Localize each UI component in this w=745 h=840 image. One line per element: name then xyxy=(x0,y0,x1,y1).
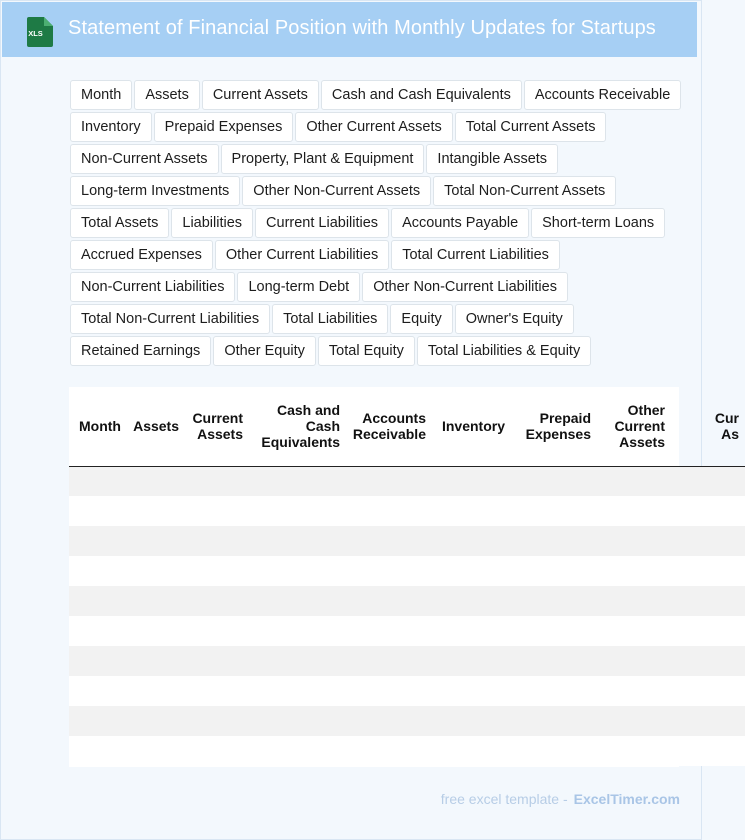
column-header-line: Month xyxy=(79,418,121,435)
table-cell[interactable] xyxy=(432,586,511,616)
table-cell[interactable] xyxy=(69,706,127,736)
table-cell[interactable] xyxy=(511,526,597,556)
table-cell[interactable] xyxy=(249,466,346,496)
table-cell[interactable] xyxy=(432,466,511,496)
table-cell[interactable] xyxy=(127,496,185,526)
column-tag[interactable]: Total Assets xyxy=(70,208,169,238)
column-tag[interactable]: Other Current Assets xyxy=(295,112,452,142)
column-tag[interactable]: Total Non-Current Assets xyxy=(433,176,616,206)
table-cell[interactable] xyxy=(69,496,127,526)
table-cell[interactable] xyxy=(511,706,597,736)
table-cell[interactable] xyxy=(432,526,511,556)
column-tag[interactable]: Non-Current Liabilities xyxy=(70,272,235,302)
column-header-line: Equivalents xyxy=(261,434,340,451)
column-tag[interactable]: Accounts Payable xyxy=(391,208,529,238)
table-cell[interactable] xyxy=(597,586,671,616)
column-tag[interactable]: Total Equity xyxy=(318,336,415,366)
table-cell[interactable] xyxy=(597,736,671,766)
data-table xyxy=(69,387,745,766)
tag-row xyxy=(70,336,700,368)
table-cell[interactable] xyxy=(432,616,511,646)
table-cell[interactable] xyxy=(432,556,511,586)
column-header-line: Cash xyxy=(305,418,340,435)
table-header-row xyxy=(69,387,745,466)
tag-row xyxy=(70,208,700,240)
table-cell[interactable] xyxy=(597,556,671,586)
column-header-line: Cash and xyxy=(276,402,340,419)
table-cell[interactable] xyxy=(346,676,432,706)
column-tag[interactable]: Other Current Liabilities xyxy=(215,240,389,270)
table-cell[interactable] xyxy=(69,556,127,586)
table-cell[interactable] xyxy=(127,706,185,736)
table-cell[interactable] xyxy=(69,586,127,616)
column-header xyxy=(671,387,745,466)
table-cell[interactable] xyxy=(127,736,185,766)
column-header-line: Receivable xyxy=(352,426,426,443)
table-row xyxy=(69,616,745,646)
table-cell[interactable] xyxy=(249,496,346,526)
table-cell[interactable] xyxy=(69,616,127,646)
table-cell[interactable] xyxy=(671,466,745,496)
column-tag[interactable]: Month xyxy=(70,80,132,110)
table-cell[interactable] xyxy=(185,676,249,706)
table-cell[interactable] xyxy=(511,586,597,616)
column-header-line: Expenses xyxy=(525,426,591,443)
column-header-line: Inventory xyxy=(441,418,505,435)
table-cell[interactable] xyxy=(185,736,249,766)
table-cell[interactable] xyxy=(346,586,432,616)
column-header xyxy=(597,387,671,466)
table-cell[interactable] xyxy=(346,526,432,556)
table-row xyxy=(69,496,745,526)
table-cell[interactable] xyxy=(346,496,432,526)
column-header-line: Assets xyxy=(197,426,243,443)
table-cell[interactable] xyxy=(127,526,185,556)
table-row xyxy=(69,706,745,736)
tag-row xyxy=(70,80,700,112)
footer xyxy=(441,791,680,807)
tag-row xyxy=(70,176,700,208)
table-cell[interactable] xyxy=(511,616,597,646)
table-cell[interactable] xyxy=(127,556,185,586)
column-tag[interactable]: Prepaid Expenses xyxy=(154,112,294,142)
table-row xyxy=(69,586,745,616)
table-cell[interactable] xyxy=(511,556,597,586)
column-header xyxy=(346,387,432,466)
table-cell[interactable] xyxy=(511,496,597,526)
table-cell[interactable] xyxy=(249,736,346,766)
table-cell[interactable] xyxy=(671,586,745,616)
table-cell[interactable] xyxy=(597,706,671,736)
table-cell[interactable] xyxy=(671,526,745,556)
tag-row xyxy=(70,144,700,176)
table-cell[interactable] xyxy=(671,496,745,526)
table-cell[interactable] xyxy=(249,586,346,616)
table-row xyxy=(69,556,745,586)
table-cell[interactable] xyxy=(671,706,745,736)
table-cell[interactable] xyxy=(69,736,127,766)
table-row xyxy=(69,676,745,706)
table-row xyxy=(69,646,745,676)
footer-brand-link[interactable]: ExcelTimer.com xyxy=(573,791,680,807)
column-header-line: Cur xyxy=(714,410,739,427)
table-cell[interactable] xyxy=(185,586,249,616)
column-tag[interactable]: Total Current Liabilities xyxy=(391,240,560,270)
table-cell[interactable] xyxy=(185,466,249,496)
table-cell[interactable] xyxy=(185,526,249,556)
table-cell[interactable] xyxy=(346,616,432,646)
table-cell[interactable] xyxy=(671,646,745,676)
column-tag[interactable]: Long-term Debt xyxy=(237,272,360,302)
tag-row xyxy=(70,304,700,336)
column-tag[interactable]: Other Non-Current Liabilities xyxy=(362,272,568,302)
column-tag[interactable]: Accounts Receivable xyxy=(524,80,681,110)
table-cell[interactable] xyxy=(597,616,671,646)
table-cell[interactable] xyxy=(185,496,249,526)
table-cell[interactable] xyxy=(346,466,432,496)
table-cell[interactable] xyxy=(511,736,597,766)
table-cell[interactable] xyxy=(511,676,597,706)
table-cell[interactable] xyxy=(69,466,127,496)
table-cell[interactable] xyxy=(249,646,346,676)
column-tag[interactable]: Total Current Assets xyxy=(455,112,607,142)
tag-row xyxy=(70,240,700,272)
column-tag[interactable]: Intangible Assets xyxy=(426,144,558,174)
column-tag[interactable]: Liabilities xyxy=(171,208,253,238)
page-header xyxy=(2,2,697,57)
column-header xyxy=(432,387,511,466)
table-cell[interactable] xyxy=(432,706,511,736)
column-header xyxy=(185,387,249,466)
column-header-line: Other xyxy=(627,402,665,419)
table-row xyxy=(69,736,745,766)
column-header xyxy=(511,387,597,466)
table-cell[interactable] xyxy=(511,646,597,676)
table-cell[interactable] xyxy=(69,646,127,676)
table-cell[interactable] xyxy=(432,646,511,676)
table-cell[interactable] xyxy=(249,676,346,706)
table-cell[interactable] xyxy=(346,646,432,676)
column-tag[interactable]: Short-term Loans xyxy=(531,208,665,238)
table-cell[interactable] xyxy=(127,466,185,496)
data-table-container xyxy=(69,387,739,767)
tag-row xyxy=(70,272,700,304)
table-cell[interactable] xyxy=(671,556,745,586)
column-tag[interactable]: Total Liabilities xyxy=(272,304,388,334)
column-header-line: Assets xyxy=(133,418,179,435)
table-row xyxy=(69,526,745,556)
xls-icon-label: XLS xyxy=(28,29,43,38)
column-header-line: Current xyxy=(192,410,243,427)
table-cell[interactable] xyxy=(432,676,511,706)
column-tag[interactable]: Long-term Investments xyxy=(70,176,240,206)
column-tag[interactable]: Accrued Expenses xyxy=(70,240,213,270)
column-header xyxy=(249,387,346,466)
column-header xyxy=(69,387,127,466)
column-tag[interactable]: Current Liabilities xyxy=(255,208,389,238)
table-cell[interactable] xyxy=(597,646,671,676)
table-cell[interactable] xyxy=(127,676,185,706)
column-tag[interactable]: Cash and Cash Equivalents xyxy=(321,80,522,110)
table-cell[interactable] xyxy=(671,616,745,646)
column-tag[interactable]: Property, Plant & Equipment xyxy=(221,144,425,174)
table-cell[interactable] xyxy=(185,706,249,736)
column-tag[interactable]: Total Non-Current Liabilities xyxy=(70,304,270,334)
column-header-line: Prepaid xyxy=(539,410,591,427)
column-header-line: Assets xyxy=(619,434,665,451)
table-cell[interactable] xyxy=(346,556,432,586)
table-cell[interactable] xyxy=(671,676,745,706)
column-tag[interactable]: Equity xyxy=(390,304,452,334)
table-cell[interactable] xyxy=(69,526,127,556)
table-cell[interactable] xyxy=(346,736,432,766)
xls-file-icon xyxy=(25,17,53,47)
column-tag[interactable]: Other Non-Current Assets xyxy=(242,176,431,206)
table-cell[interactable] xyxy=(597,676,671,706)
table-cell[interactable] xyxy=(127,586,185,616)
table-cell[interactable] xyxy=(511,466,597,496)
column-tag[interactable]: Total Liabilities & Equity xyxy=(417,336,591,366)
table-cell[interactable] xyxy=(249,706,346,736)
table-row xyxy=(69,466,745,496)
table-cell[interactable] xyxy=(127,616,185,646)
table-body xyxy=(69,466,745,766)
column-header-line: Current xyxy=(614,418,665,435)
column-header-line: As xyxy=(721,426,739,443)
column-header-line: Accounts xyxy=(362,410,426,427)
table-cell[interactable] xyxy=(597,496,671,526)
table-cell[interactable] xyxy=(432,496,511,526)
column-tag[interactable]: Non-Current Assets xyxy=(70,144,219,174)
table-cell[interactable] xyxy=(249,526,346,556)
column-tag[interactable]: Assets xyxy=(134,80,200,110)
column-tag[interactable]: Owner's Equity xyxy=(455,304,574,334)
table-cell[interactable] xyxy=(127,646,185,676)
page-title: Statement of Financial Position with Monthly Updates for Startups xyxy=(68,17,656,39)
table-cell[interactable] xyxy=(432,736,511,766)
table-cell[interactable] xyxy=(597,526,671,556)
column-tag[interactable]: Current Assets xyxy=(202,80,319,110)
tag-row xyxy=(70,112,700,144)
table-cell[interactable] xyxy=(346,706,432,736)
table-cell[interactable] xyxy=(249,616,346,646)
table-cell[interactable] xyxy=(597,466,671,496)
table-cell[interactable] xyxy=(185,616,249,646)
column-tag[interactable]: Inventory xyxy=(70,112,152,142)
footer-text: free excel template - xyxy=(440,791,568,807)
table-cell[interactable] xyxy=(249,556,346,586)
table-cell[interactable] xyxy=(185,646,249,676)
column-tag[interactable]: Other Equity xyxy=(213,336,316,366)
table-cell[interactable] xyxy=(671,736,745,766)
table-cell[interactable] xyxy=(185,556,249,586)
column-tag-list xyxy=(70,80,700,368)
table-cell[interactable] xyxy=(69,676,127,706)
column-header xyxy=(127,387,185,466)
column-tag[interactable]: Retained Earnings xyxy=(70,336,211,366)
